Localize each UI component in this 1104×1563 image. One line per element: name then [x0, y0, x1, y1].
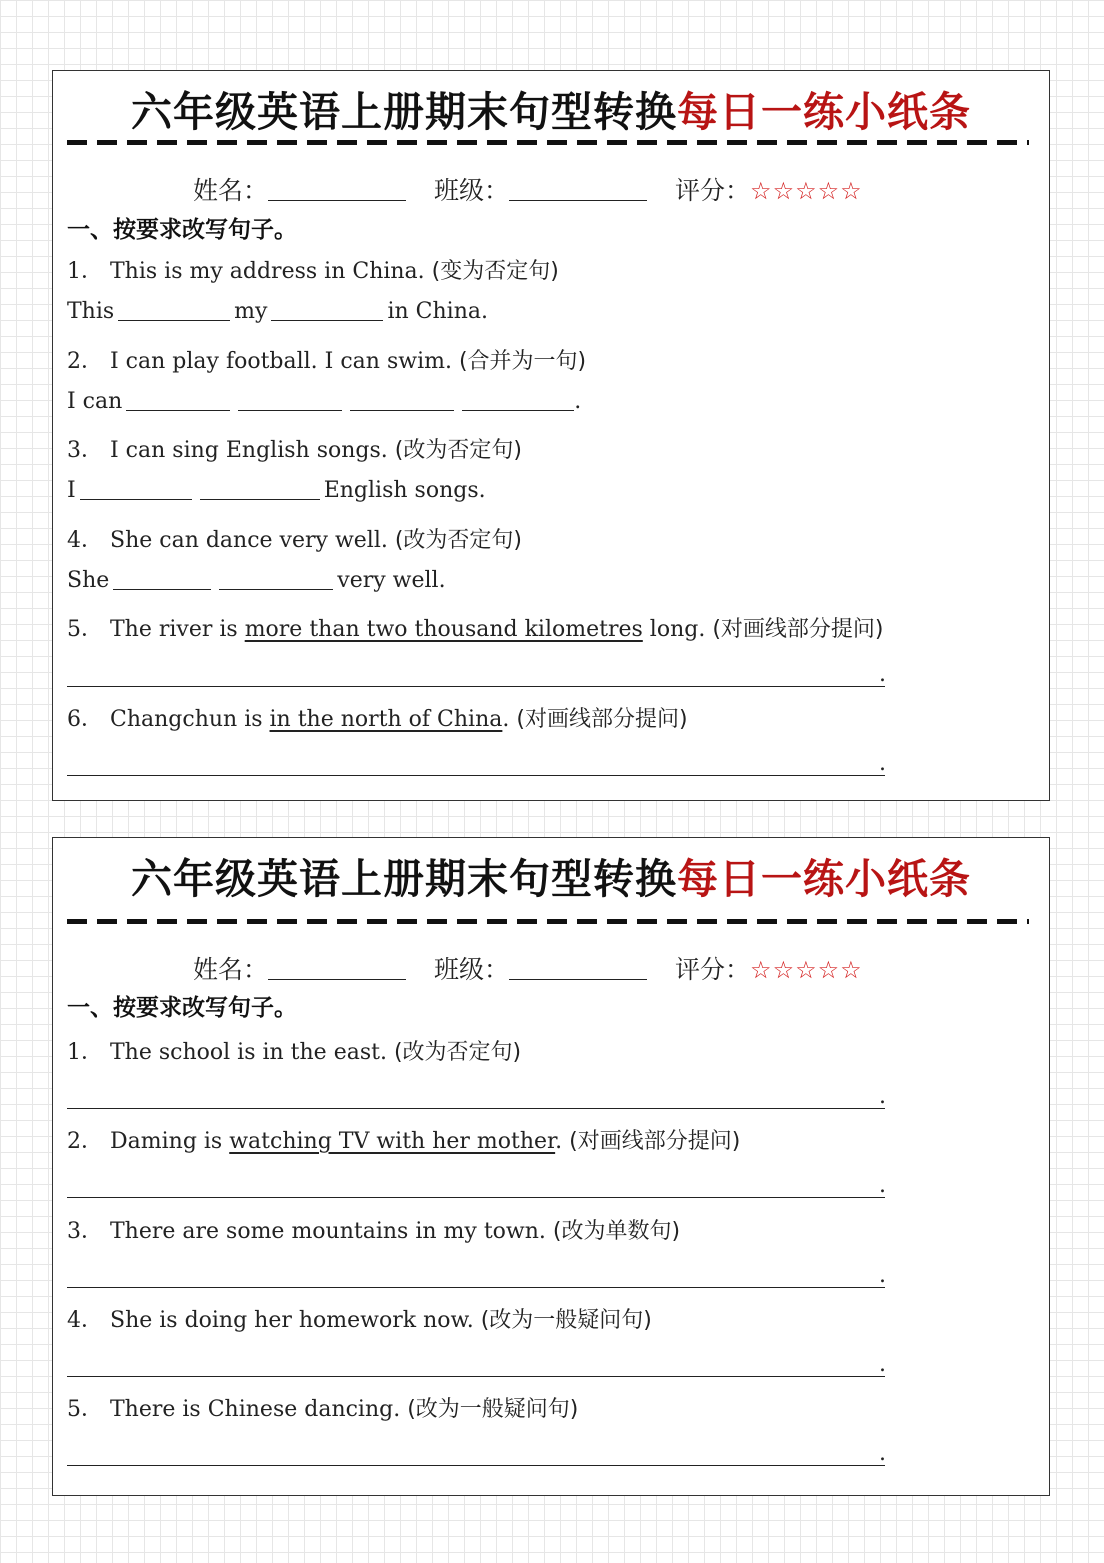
- class-blank[interactable]: [509, 176, 647, 201]
- question-6: 6． Changchun is in the north of China. (对画线部分提问): [67, 707, 688, 732]
- question-3: 3． I can sing English songs. (改为否定句): [67, 438, 522, 463]
- question-1: 1． The school is in the east. (改为否定句): [67, 1040, 522, 1065]
- answer-line-1: This my in China.: [67, 299, 488, 324]
- answer-full-line[interactable]: [67, 1080, 885, 1109]
- score-label: 评分：: [675, 176, 751, 205]
- answer-blank[interactable]: [200, 479, 320, 500]
- student-info-row: [193, 171, 863, 207]
- answer-blank[interactable]: [271, 300, 383, 321]
- worksheet-title: 六年级英语上册期末句型转换每日一练小纸条: [131, 855, 971, 903]
- worksheet-card-2: 六年级英语上册期末句型转换每日一练小纸条 姓名： 班级： 评分：☆☆☆☆☆ 一、按要求改写句子。 1． The school is in the east. (改为否定句) . 2． Daming is watching TV with her mother. (对画线部分提问) . 3． There are some mountains in my town. (改为单数句) . 4． She is doing her homework now. (改为一般疑问句) . 5． There is Chinese dancing. (改为一般疑问句) .: [52, 837, 1050, 1496]
- answer-full-line[interactable]: [67, 1437, 885, 1466]
- class-label: 班级：: [434, 955, 510, 984]
- score-label: 评分：: [675, 955, 751, 984]
- answer-full-line[interactable]: [67, 747, 885, 776]
- question-1: 1． This is my address in China. (变为否定句): [67, 259, 559, 284]
- answer-full-line[interactable]: [67, 1259, 885, 1288]
- dashed-divider: [67, 919, 1029, 924]
- question-5: 5． There is Chinese dancing. (改为一般疑问句): [67, 1397, 579, 1422]
- worksheet-title: 六年级英语上册期末句型转换每日一练小纸条: [131, 88, 971, 136]
- name-blank[interactable]: [268, 176, 406, 201]
- answer-blank[interactable]: [113, 569, 211, 590]
- score-stars: ☆☆☆☆☆: [750, 956, 863, 984]
- question-5: 5． The river is more than two thousand kilometres long. (对画线部分提问): [67, 617, 884, 642]
- question-4: 4． She is doing her homework now. (改为一般疑问句): [67, 1308, 652, 1333]
- answer-blank[interactable]: [80, 479, 192, 500]
- underlined-phrase: more than two thousand kilometres: [244, 617, 643, 642]
- section-title: 一、按要求改写句子。: [67, 995, 297, 1021]
- answer-blank[interactable]: [219, 569, 333, 590]
- name-label: 姓名：: [193, 176, 269, 205]
- question-3: 3． There are some mountains in my town. (改为单数句): [67, 1219, 681, 1244]
- section-title: 一、按要求改写句子。: [67, 217, 297, 243]
- answer-full-line[interactable]: [67, 1169, 885, 1198]
- answer-blank[interactable]: [118, 300, 230, 321]
- dashed-divider: [67, 140, 1029, 145]
- class-label: 班级：: [434, 176, 510, 205]
- question-2: 2． I can play football. I can swim. (合并为一句): [67, 349, 587, 374]
- name-label: 姓名：: [193, 955, 269, 984]
- answer-blank[interactable]: [462, 390, 574, 411]
- question-4: 4． She can dance very well. (改为否定句): [67, 528, 523, 553]
- underlined-phrase: watching TV with her mother: [229, 1129, 556, 1154]
- answer-full-line[interactable]: [67, 1348, 885, 1377]
- answer-blank[interactable]: [350, 390, 454, 411]
- question-2: 2． Daming is watching TV with her mother. (对画线部分提问): [67, 1129, 741, 1154]
- answer-line-4: She very well.: [67, 568, 446, 593]
- answer-full-line[interactable]: [67, 658, 885, 687]
- worksheet-card-1: 六年级英语上册期末句型转换每日一练小纸条 姓名： 班级： 评分：☆☆☆☆☆ 一、按要求改写句子。 1． This is my address in China. (变为否定句) This my in China. 2． I can play football. I can swim. (合并为一句) I can . 3． I can sing English songs. (改为否定句) I English songs. 4． She can dance very well. (改为否定句) She very well. 5． The river is more than two thousand kilometres long. (对画线部分提问) . 6． Changchun is in the north of China. (对画线部分提问) .: [52, 70, 1050, 801]
- answer-line-3: I English songs.: [67, 478, 486, 503]
- underlined-phrase: in the north of China: [269, 707, 503, 732]
- student-info-row: [193, 950, 863, 986]
- score-stars: ☆☆☆☆☆: [750, 177, 863, 205]
- answer-line-2: I can .: [67, 389, 582, 414]
- class-blank[interactable]: [509, 955, 647, 980]
- answer-blank[interactable]: [238, 390, 342, 411]
- name-blank[interactable]: [268, 955, 406, 980]
- answer-blank[interactable]: [126, 390, 230, 411]
